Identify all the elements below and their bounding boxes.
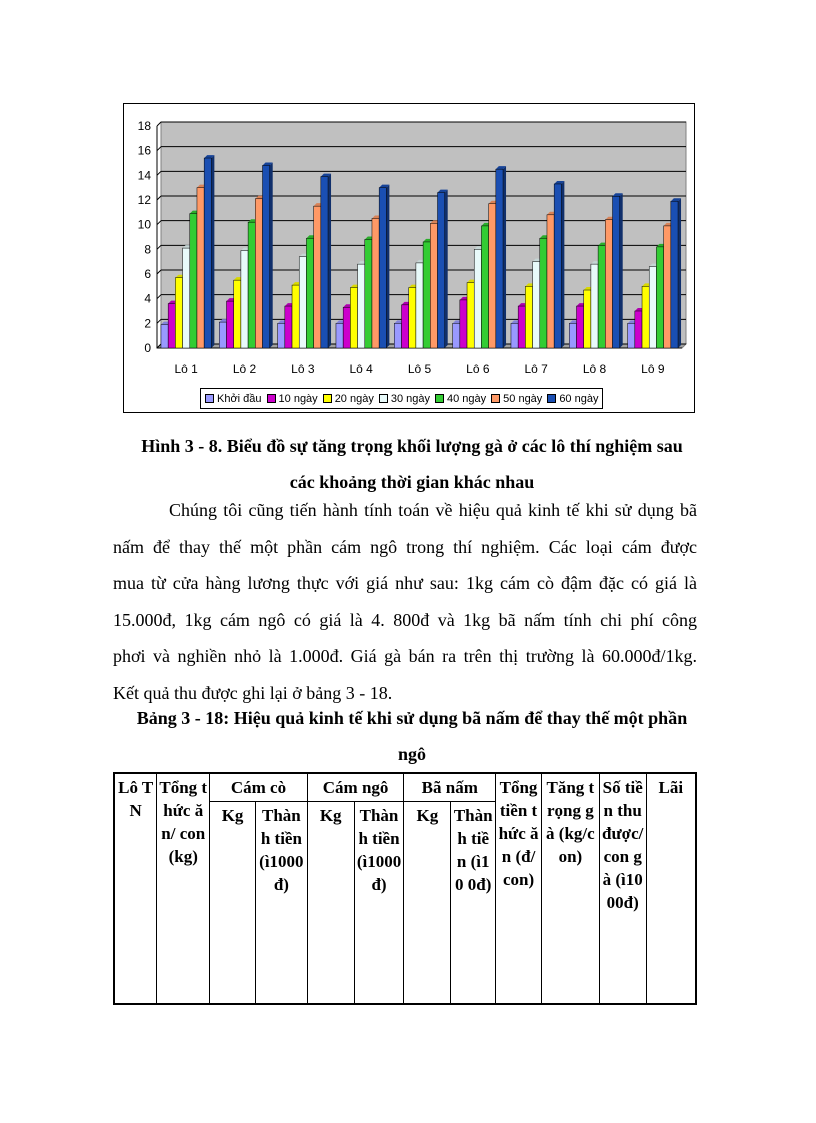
x-tick-label: Lô 4 <box>349 362 373 376</box>
paragraph-line: nấm để thay thế một phần cám ngô trong thí nghiệm. Các loại cám được <box>113 536 697 557</box>
bar <box>379 188 386 348</box>
y-tick-label: 6 <box>144 267 151 281</box>
legend-swatch <box>491 394 500 403</box>
gridline <box>157 171 161 175</box>
economic-efficiency-table <box>113 772 697 1005</box>
bar <box>635 311 642 348</box>
bar <box>234 280 241 348</box>
bar-side <box>620 193 623 348</box>
gridline <box>157 270 161 274</box>
paragraph-line: Kết quả thu được ghi lại ở bảng 3 - 18. <box>113 682 393 703</box>
bar <box>402 305 409 348</box>
bar <box>409 288 416 348</box>
bar <box>190 214 197 348</box>
bar <box>255 199 262 348</box>
bar <box>540 238 547 348</box>
gridline <box>157 122 161 126</box>
legend-swatch <box>267 394 276 403</box>
bar <box>628 323 635 348</box>
bar <box>343 307 350 348</box>
x-tick-label: Lô 2 <box>232 362 257 376</box>
bar <box>197 188 204 348</box>
legend-label: 10 ngày <box>278 392 318 405</box>
bar <box>204 158 211 348</box>
y-tick-label: 8 <box>144 242 151 257</box>
bar <box>547 215 554 348</box>
legend-swatch <box>205 394 214 403</box>
x-tick-label: Lô 6 <box>466 362 490 376</box>
legend-label: 50 ngày <box>503 392 543 405</box>
bar-side <box>211 155 214 348</box>
bar <box>175 278 182 348</box>
bar <box>321 177 328 348</box>
bar <box>569 323 576 348</box>
bar-side <box>445 190 448 348</box>
legend-label: 20 ngày <box>334 392 374 405</box>
bar-side <box>328 174 331 348</box>
bar <box>489 204 496 348</box>
bar <box>613 196 620 348</box>
legend-item <box>379 393 430 405</box>
bar <box>161 325 168 348</box>
bar <box>605 220 612 348</box>
bar <box>278 323 285 348</box>
bar <box>453 323 460 348</box>
gridline <box>157 196 161 200</box>
bar <box>671 201 678 348</box>
bar <box>474 249 481 348</box>
legend-label: 40 ngày <box>447 392 487 405</box>
header-cam-ngo: Cám ngô <box>307 773 404 802</box>
bar <box>314 206 321 348</box>
header-so-tien-thu: Số tiền thu được/ con gà (ì1000đ) <box>599 773 646 1004</box>
bar <box>649 267 656 348</box>
x-tick-label: Lô 1 <box>174 362 198 376</box>
bar-side <box>561 181 564 348</box>
bar <box>168 304 175 348</box>
x-tick-label: Lô 8 <box>582 362 607 376</box>
paragraph-line: 15.000đ, 1kg cám ngô có giá là 4. 800đ và 1kg bã nấm tính chi phí công <box>113 609 697 630</box>
bar <box>460 300 467 348</box>
bar <box>598 246 605 348</box>
bar <box>183 248 190 348</box>
bar <box>263 165 270 348</box>
header-lo-tn: Lô TN <box>114 773 157 1004</box>
legend-item <box>491 393 542 405</box>
bar <box>533 262 540 348</box>
header-tong-tien: Tổng tiền thức ăn (đ/con) <box>496 773 542 1004</box>
bar <box>241 251 248 348</box>
paragraph-line: mua từ cửa hàng lương thực với giá như sau: 1kg cám cò đậm đặc có giá là <box>113 573 697 594</box>
body-paragraph <box>113 492 697 712</box>
figure-caption-line-1: Hình 3 - 8. Biểu đồ sự tăng trọng khối lượng gà ở các lô thí nghiệm sau <box>141 436 683 456</box>
x-tick-label: Lô 3 <box>291 362 315 376</box>
header-lai: Lãi <box>646 773 696 1004</box>
bar <box>525 286 532 348</box>
header-thanh-tien: Thành tiền (ì10 0đ) <box>451 802 496 1005</box>
y-tick-label: 0 <box>144 341 151 355</box>
bar <box>642 286 649 348</box>
bar <box>664 226 671 348</box>
chart-legend <box>200 388 603 409</box>
bar <box>365 239 372 348</box>
chart-frame <box>123 103 695 413</box>
legend-item <box>547 393 598 405</box>
bar <box>227 301 234 348</box>
gridline <box>157 245 161 249</box>
legend-label: 30 ngày <box>390 392 430 405</box>
bar-side <box>270 162 273 348</box>
x-tick-label: Lô 5 <box>407 362 432 376</box>
bar <box>584 290 591 348</box>
gridline <box>157 147 161 151</box>
table-title-line-2: ngô <box>397 744 426 764</box>
bar <box>299 257 306 348</box>
header-kg: Kg <box>307 802 354 1005</box>
y-tick-label: 16 <box>137 143 151 158</box>
header-thanh-tien: Thành tiền (ì1000đ) <box>354 802 404 1005</box>
bar <box>577 306 584 348</box>
bar <box>467 283 474 348</box>
header-ba-nam: Bã nấm <box>404 773 496 802</box>
legend-item <box>267 393 318 405</box>
header-kg: Kg <box>404 802 451 1005</box>
bar <box>306 238 313 348</box>
x-tick-label: Lô 7 <box>524 362 548 376</box>
bar-chart <box>124 104 694 412</box>
bar <box>248 222 255 348</box>
table-title-line-1: Bảng 3 - 18: Hiệu quả kinh tế khi sử dụng bã nấm để thay thế một phần <box>136 708 688 728</box>
legend-label: Khởi đầu <box>217 392 262 405</box>
bar-side <box>503 166 506 348</box>
bar <box>416 263 423 348</box>
gridline <box>157 295 161 299</box>
bar-side <box>678 198 681 348</box>
y-tick-label: 14 <box>137 168 151 183</box>
legend-label: 60 ngày <box>559 392 599 405</box>
gridline <box>157 319 161 323</box>
gridline <box>157 221 161 225</box>
legend-swatch <box>547 394 556 403</box>
bar <box>438 193 445 348</box>
y-tick-label: 18 <box>137 119 151 133</box>
legend-item <box>435 393 486 405</box>
header-tong-thuc-an: Tổng thức ăn/ con (kg) <box>157 773 210 1004</box>
bar <box>292 285 299 348</box>
figure-caption-line-2: các khoảng thời gian khác nhau <box>289 472 535 492</box>
bar <box>358 264 365 348</box>
bar <box>394 323 401 348</box>
legend-swatch <box>379 394 388 403</box>
legend-swatch <box>323 394 332 403</box>
bar <box>423 242 430 348</box>
header-thanh-tien: Thành tiền (ì1000đ) <box>255 802 307 1005</box>
bar <box>372 219 379 349</box>
y-tick-label: 12 <box>137 193 151 207</box>
paragraph-line: Chúng tôi cũng tiến hành tính toán về hiệu quả kinh tế khi sử dụng bã <box>169 500 697 520</box>
header-cam-co: Cám cò <box>210 773 308 802</box>
paragraph-line: phơi và nghiền nhỏ là 1.000đ. Giá gà bán ra trên thị trường là 60.000đ/1kg. <box>113 646 697 667</box>
bar <box>591 264 598 348</box>
y-tick-label: 2 <box>144 316 151 331</box>
x-tick-label: Lô 9 <box>641 362 665 376</box>
y-tick-label: 10 <box>137 217 151 232</box>
bar <box>481 226 488 348</box>
bar <box>350 288 357 348</box>
bar <box>336 323 343 348</box>
bar <box>554 184 561 348</box>
bar <box>285 306 292 348</box>
legend-swatch <box>435 394 444 403</box>
y-tick-label: 4 <box>144 291 151 306</box>
legend-item <box>323 393 374 405</box>
legend-item <box>205 393 262 405</box>
bar <box>496 169 503 348</box>
bar <box>430 223 437 348</box>
bar <box>656 247 663 348</box>
header-kg: Kg <box>210 802 256 1005</box>
header-tang-trong: Tăng trọng gà (kg/con) <box>541 773 599 1004</box>
bar <box>511 323 518 348</box>
bar <box>518 306 525 348</box>
bar-side <box>386 185 389 348</box>
bar <box>219 322 226 348</box>
